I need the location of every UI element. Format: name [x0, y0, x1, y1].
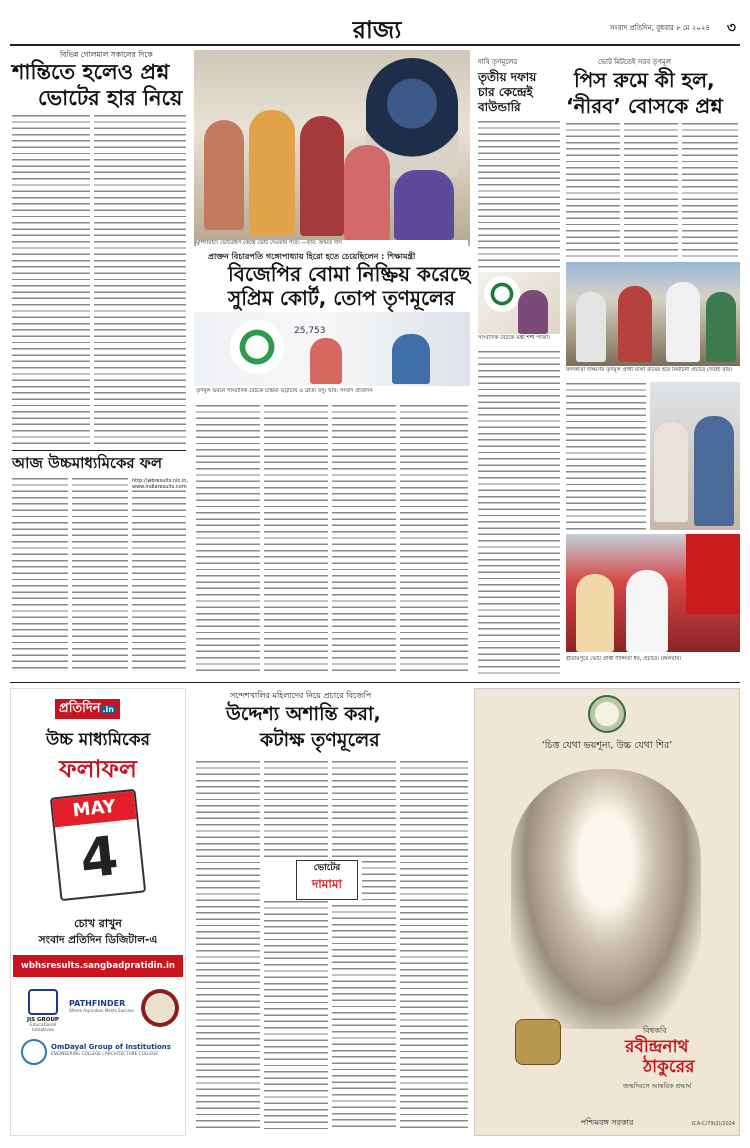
story2-body-col4 — [400, 404, 468, 676]
inkpot-icon — [515, 1019, 561, 1065]
story1-headline-line2: ভোটের হার নিয়ে — [38, 86, 183, 110]
ad-sub: জন্মদিবসে আন্তরিক শ্রদ্ধার্ঘ — [623, 1082, 692, 1090]
story6-body-col2 — [264, 760, 328, 860]
box-line2: দামামা — [311, 877, 343, 891]
story3-photo-caption: সাংবাদিক বৈঠকে মন্ত্রী শশী পাঁজা। — [478, 335, 551, 341]
story5-body-col2 — [72, 477, 128, 673]
story3-headline-line1: তৃতীয় দফায় — [478, 70, 537, 84]
story6-kicker: সন্দেশখালির মহিলাদের নিয়ে প্রচারে বিজেপি — [230, 691, 372, 700]
election-logo-box — [296, 860, 358, 900]
page-number: ৩ — [726, 20, 736, 36]
story2-kicker: প্রাক্তন বিচারপতি গঙ্গোপাধ্যায় হিরো হতে চেয়েছিলেন : শিক্ষামন্ত্রী — [208, 252, 416, 261]
story1-headline-line1: শান্তিতে হলেও প্রশ্ন — [12, 60, 170, 84]
story3-headline-line3: বাউন্ডারি — [478, 100, 521, 114]
fold-rule — [10, 682, 740, 683]
story2-headline-line2: সুপ্রিম কোর্ট, তোপ তৃণমূলের — [228, 286, 455, 310]
sponsor-pathfinder — [69, 999, 139, 1013]
story1-kicker: বিভিন্ন গোলমাল সকালের দিকে — [60, 50, 153, 59]
story5-body-col1 — [12, 477, 68, 673]
story3-headline-line2: চার কেন্দ্রেই — [478, 85, 533, 99]
ad-title-line1: রবীন্দ্রনাথ — [625, 1037, 689, 1057]
aitc-logo — [230, 320, 284, 374]
story6-body-col3c — [332, 904, 396, 1132]
story5-link[interactable]: http://wbresults.nic.in, www.indiaresults.com — [132, 478, 188, 490]
ad-line1: উচ্চ মাধ্যমিকের — [45, 730, 150, 750]
sponsor-omdayal-logo — [21, 1039, 47, 1065]
calendar-day: 4 — [77, 824, 122, 891]
story1-body-col2 — [94, 114, 186, 446]
calendar-month: MAY — [52, 791, 136, 827]
story4-body-col2 — [624, 122, 678, 258]
story2-body-col1 — [196, 404, 260, 676]
story4-photo-campaign — [650, 382, 740, 530]
story3-kicker: দাবি তৃণমূলের — [478, 58, 518, 66]
story6-body-col3 — [332, 760, 396, 860]
calendar-icon — [50, 789, 146, 901]
screen-counter: 25,753 — [294, 326, 326, 336]
story2-body-col2 — [264, 404, 328, 676]
story4-mid-body — [566, 382, 646, 532]
ad-brand: প্রতিদিন — [59, 701, 101, 716]
sponsor-portrait — [141, 989, 179, 1027]
story4-body-col3 — [682, 122, 738, 258]
ad-channel: সংবাদ প্রতিদিন ডিজিটাল-এ — [38, 934, 158, 946]
story5-headline: আজ উচ্চমাধ্যমিকের ফল — [12, 454, 163, 472]
ad-code: ICA-C/79(2)/2024 — [691, 1121, 735, 1127]
story6-body-col3b — [362, 860, 396, 900]
section-title: রাজ্য — [352, 15, 402, 44]
dateline: সংবাদ প্রতিদিন, বুধবার ৮ মে ২০২৪ — [610, 24, 710, 32]
sponsor-jis-name: JIS GROUP — [27, 1017, 59, 1023]
sponsor-omdayal-name: OmDayal Group of Institutions — [51, 1043, 171, 1051]
ad-title-small: বিশ্বকবি — [643, 1026, 667, 1035]
ad-eye-text: চোখ রাখুন — [74, 917, 122, 930]
story6-body-col1 — [196, 760, 260, 1132]
story2-body-col3 — [332, 404, 396, 676]
sponsor-omdayal — [51, 1043, 183, 1056]
header-rule — [10, 44, 740, 46]
story6-headline-line2: কটাক্ষ তৃণমূলের — [260, 729, 380, 751]
story4-headline-line2: ‘নীরব’ বোসকে প্রশ্ন — [566, 94, 723, 118]
story6-body-col4 — [400, 760, 468, 1132]
story4-headline-line1: পিস রুমে কী হল, — [574, 68, 715, 92]
story6-body-col2b — [264, 900, 328, 1132]
ad-quote: ‘চিত্ত যেথা ভয়শূন্য, উচ্চ যেথা শির’ — [541, 740, 673, 751]
story1-body-col1 — [12, 114, 90, 446]
sponsor-pathfinder-sub: Where Aspiration Meets Success — [69, 1008, 135, 1013]
story4-photo1-caption: কলকাতা দক্ষিণের তৃণমূল প্রার্থী মালা রায়ের হয়ে নির্বাচনী প্রচারে দেবশ্রী রায়। — [566, 367, 733, 373]
story2-presser-caption: তৃণমূল ভবনে সাংবাদিক বৈঠকে চন্দ্রিমা ভট্টাচার্য ও ব্রাত্য বসু। ছবি: সংবাদ প্রতিদিন — [196, 388, 373, 394]
story4-body-col1 — [566, 122, 620, 258]
tagore-ad[interactable] — [474, 688, 740, 1136]
sponsor-pathfinder-name: PATHFINDER — [69, 999, 126, 1008]
sponsor-jis-sub: Educational Initiatives — [29, 1023, 57, 1033]
ad-brand-logo — [55, 699, 120, 719]
story2-photo-presser — [194, 312, 470, 386]
story4-photo2-caption: শ্রীরামপুরে ভোট প্রার্থী দীপ্সিতা ধর, প্রচারে। মঙ্গলবার। — [566, 656, 682, 662]
results-ad[interactable] — [10, 688, 186, 1136]
story5-rule — [12, 450, 186, 451]
ad-line2: ফলাফল — [59, 755, 137, 783]
story4-photo-dipsita — [566, 534, 740, 652]
ad-url[interactable]: wbhsresults.sangbadpratidin.in — [13, 955, 183, 977]
sponsor-jis — [19, 989, 67, 1033]
story2-photo-caption: মুর্শিদাবাদে ভোটগ্রহণ কেন্দ্রে ভোট দেওয়ার পরে। —ছবি: অমিত দাস — [196, 240, 468, 247]
story4-photo-rally — [566, 262, 740, 366]
ad-title-line2: ঠাকুরের — [643, 1057, 695, 1077]
ad-brand-suffix: .in — [102, 705, 114, 714]
sponsor-omdayal-sub: ENGINEERING COLLEGE | ARCHITECTURE COLLEGE — [51, 1051, 158, 1056]
story3-body-top — [478, 120, 560, 268]
story3-body-bottom — [478, 350, 560, 676]
tagore-portrait — [511, 769, 701, 1029]
story2-headline-line1: বিজেপির বোমা নিষ্ক্রিয় করেছে — [228, 262, 471, 286]
story4-kicker: ভোট মিটতেই সরব তৃণমূল — [598, 58, 671, 66]
story2-photo-voters — [194, 50, 470, 246]
govt-emblem — [588, 695, 626, 733]
story5-body-col3 — [132, 477, 186, 673]
box-line1: ভোটের — [313, 863, 341, 873]
story3-photo-minister — [478, 272, 560, 334]
ad-footer: পশ্চিমবঙ্গ সরকার — [580, 1118, 634, 1127]
story6-headline-line1: উদ্দেশ্য অশান্তি করা, — [226, 703, 381, 725]
